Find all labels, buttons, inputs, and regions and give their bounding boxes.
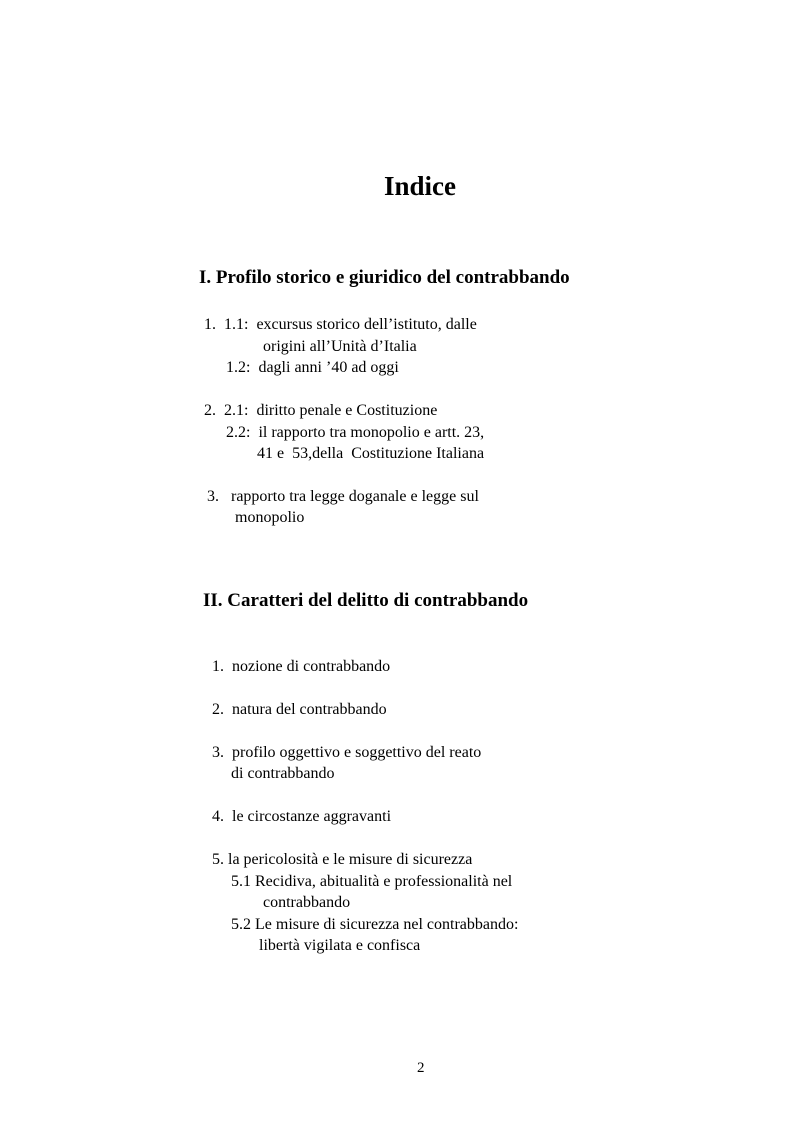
toc-line: 1.2: dagli anni ’40 ad oggi	[226, 359, 399, 376]
toc-line: 5.1 Recidiva, abitualità e professionalità nel	[231, 873, 513, 890]
toc-line: 5.2 Le misure di sicurezza nel contrabbando:	[231, 916, 519, 933]
toc-line: 1. 1.1: excursus storico dell’istituto, dalle	[204, 316, 477, 333]
chapter-1-heading: I. Profilo storico e giuridico del contrabbando	[199, 267, 570, 288]
toc-line: 41 e 53,della Costituzione Italiana	[257, 445, 485, 462]
toc-line: 4. le circostanze aggravanti	[212, 808, 392, 825]
toc-line: 5. la pericolosità e le misure di sicurezza	[212, 851, 473, 868]
toc-line: 1. nozione di contrabbando	[212, 658, 391, 675]
toc-line: libertà vigilata e confisca	[259, 937, 421, 954]
toc-line: 2. 2.1: diritto penale e Costituzione	[204, 402, 438, 419]
toc-line: contrabbando	[263, 894, 351, 911]
toc-line: di contrabbando	[231, 765, 335, 782]
toc-line: 2.2: il rapporto tra monopolio e artt. 23,	[226, 424, 485, 441]
toc-line: 3. rapporto tra legge doganale e legge sul	[207, 488, 479, 505]
toc-line: 3. profilo oggettivo e soggettivo del reato	[212, 744, 482, 761]
toc-line: origini all’Unità d’Italia	[263, 338, 417, 355]
toc-line: 2. natura del contrabbando	[212, 701, 387, 718]
toc-line: monopolio	[235, 509, 305, 526]
chapter-2-heading: II. Caratteri del delitto di contrabbando	[203, 590, 529, 611]
page-number: 2	[417, 1060, 425, 1076]
page-title: Indice	[384, 171, 457, 201]
